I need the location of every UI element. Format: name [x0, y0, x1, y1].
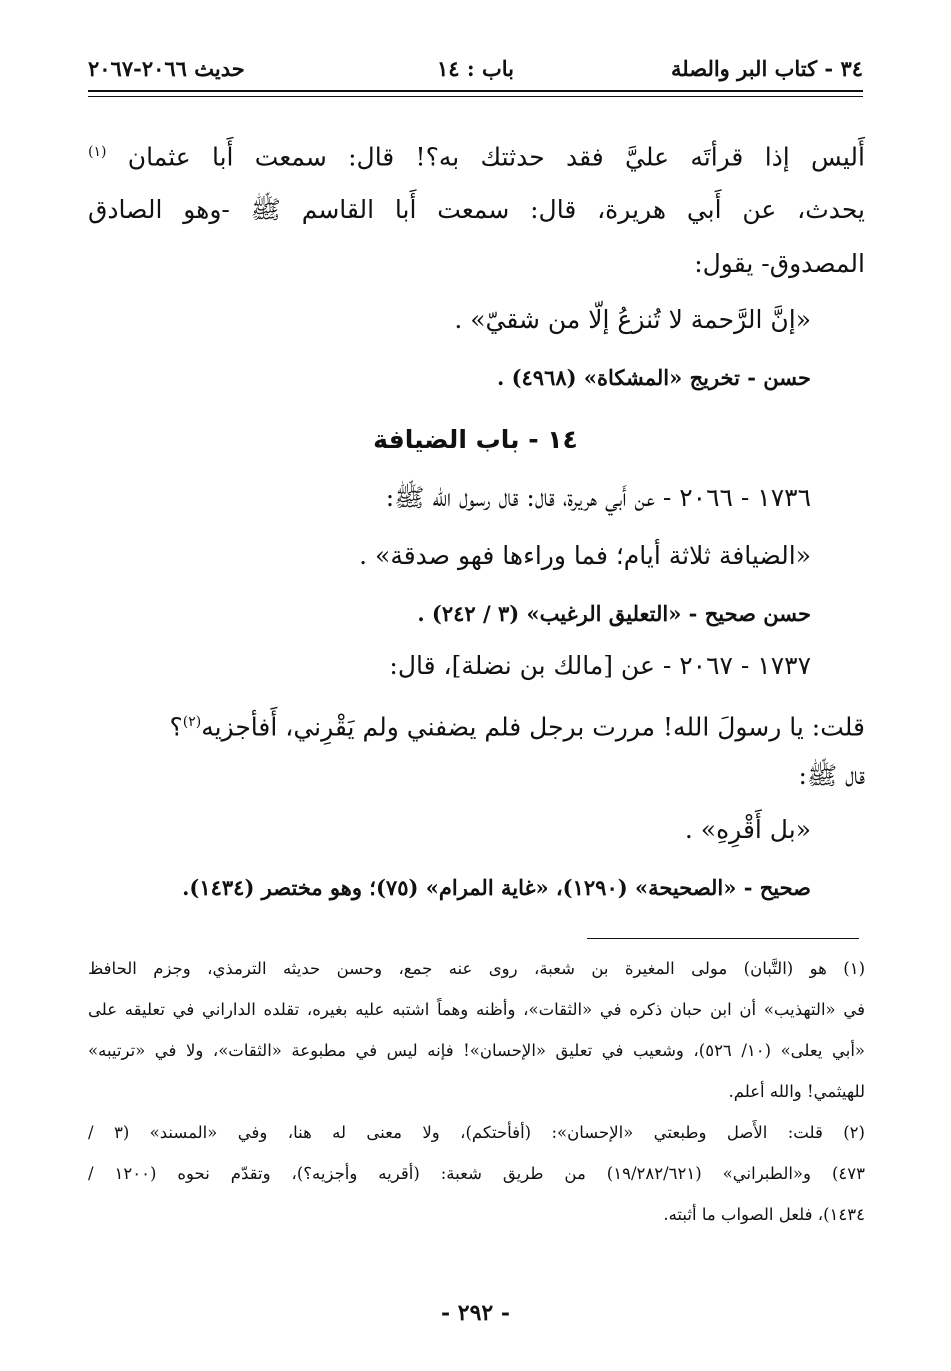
footnote-line: ٤٧٣) و«الطبراني» (١٩/٢٨٢/٦٢١) من طريق شعبة: (أقريه وأجزيه؟)، وتقدّم نحوه (١٢٠٠ / — [88, 1164, 865, 1183]
header-rule-thin — [88, 96, 863, 97]
hadith-1737-line-1: قلت: يا رسولَ الله! مررت برجل فلم يضفني ولم يَقْرِني، أَفأجزيه$^{(٢)}$؟ — [169, 712, 865, 742]
body-line-1: أَليس إذا قرأتَه عليَّ فقد حدثتك به؟! قال: سمعت أَبا عثمان $^{(١)}$ — [88, 142, 865, 172]
footnote-line: للهيثمي! والله أعلم. — [728, 1082, 865, 1101]
hadith-1736-isnad: ١٧٣٦ - ٢٠٦٦ - عن أَبي هريرة، قال: قال رسول الله ﷺ: — [385, 483, 811, 512]
running-header — [88, 56, 863, 92]
footnote-line: (٢) قلت: الأَصل وطبعتي «الإحسان»: (أفأحتكم)، ولا معنى له هنا، وفي «المسند» (٣ / — [88, 1123, 865, 1142]
hadith-1737-grade: صحيح - «الصحيحة» (١٢٩٠)، «غاية المرام» (٧٥)؛ وهو مختصر (١٤٣٤). — [182, 875, 811, 900]
header-chapter: باب : ١٤ — [437, 56, 514, 81]
hadith-1737-line-2: قال ﷺ: — [798, 761, 865, 790]
hadith-1736-matn: «الضيافة ثلاثة أيام؛ فما وراءها فهو صدقة» . — [359, 541, 811, 570]
footnote-line: (١) هو (التَّبان) مولى المغيرة بن شعبة، روى عنه جمع، وحسن حديثه الترمذي، وجزم الحافظ — [88, 959, 865, 978]
footnote-line: «أبي يعلى» (١٠/ ٥٢٦)، وشعيب في تعليق «الإحسان»! فإنه ليس في مطبوعة «الثقات»، ولا في «ترتيبه» — [88, 1041, 865, 1060]
header-book-title: ٣٤ - كتاب البر والصلة — [671, 56, 863, 81]
body-line-3: المصدوق- يقول: — [694, 249, 865, 278]
hadith-1737-matn: «بل أَقْرِهِ» . — [684, 815, 811, 844]
footnote-line: في «التهذيب» أن ابن حبان ذكره في «الثقات»، وأظنه وهماً اشتبه عليه بغيره، تقلده الداراني في تعليقه على — [88, 1000, 865, 1019]
hadith-1737-isnad: ١٧٣٧ - ٢٠٦٧ - عن [مالك بن نضلة]، قال: — [389, 651, 811, 680]
hadith-text: «إنَّ الرَّحمة لا تُنزعُ إلّا من شقيّ» . — [454, 305, 811, 334]
header-hadith-range: حديث ٢٠٦٦-٢٠٦٧ — [88, 56, 245, 81]
hadith-grade: حسن - تخريج «المشكاة» (٤٩٦٨) . — [496, 365, 811, 390]
chapter-title: ١٤ - باب الضيافة — [373, 425, 578, 454]
page-number: - ٢٩٢ - — [440, 1300, 511, 1326]
body-line-2: يحدث، عن أَبي هريرة، قال: سمعت أَبا القاسم ﷺ -وهو الصادق — [88, 195, 865, 224]
header-rule-thick — [88, 90, 863, 92]
footnote-ref-1: (١) — [88, 144, 107, 160]
hadith-1736-grade: حسن صحيح - «التعليق الرغيب» (٣ / ٢٤٢) . — [417, 601, 811, 626]
footnote-separator — [587, 938, 859, 939]
footnote-line: ١٤٣٤)، فلعل الصواب ما أثبته. — [663, 1205, 865, 1224]
footnote-ref-2: (٢) — [182, 714, 202, 730]
